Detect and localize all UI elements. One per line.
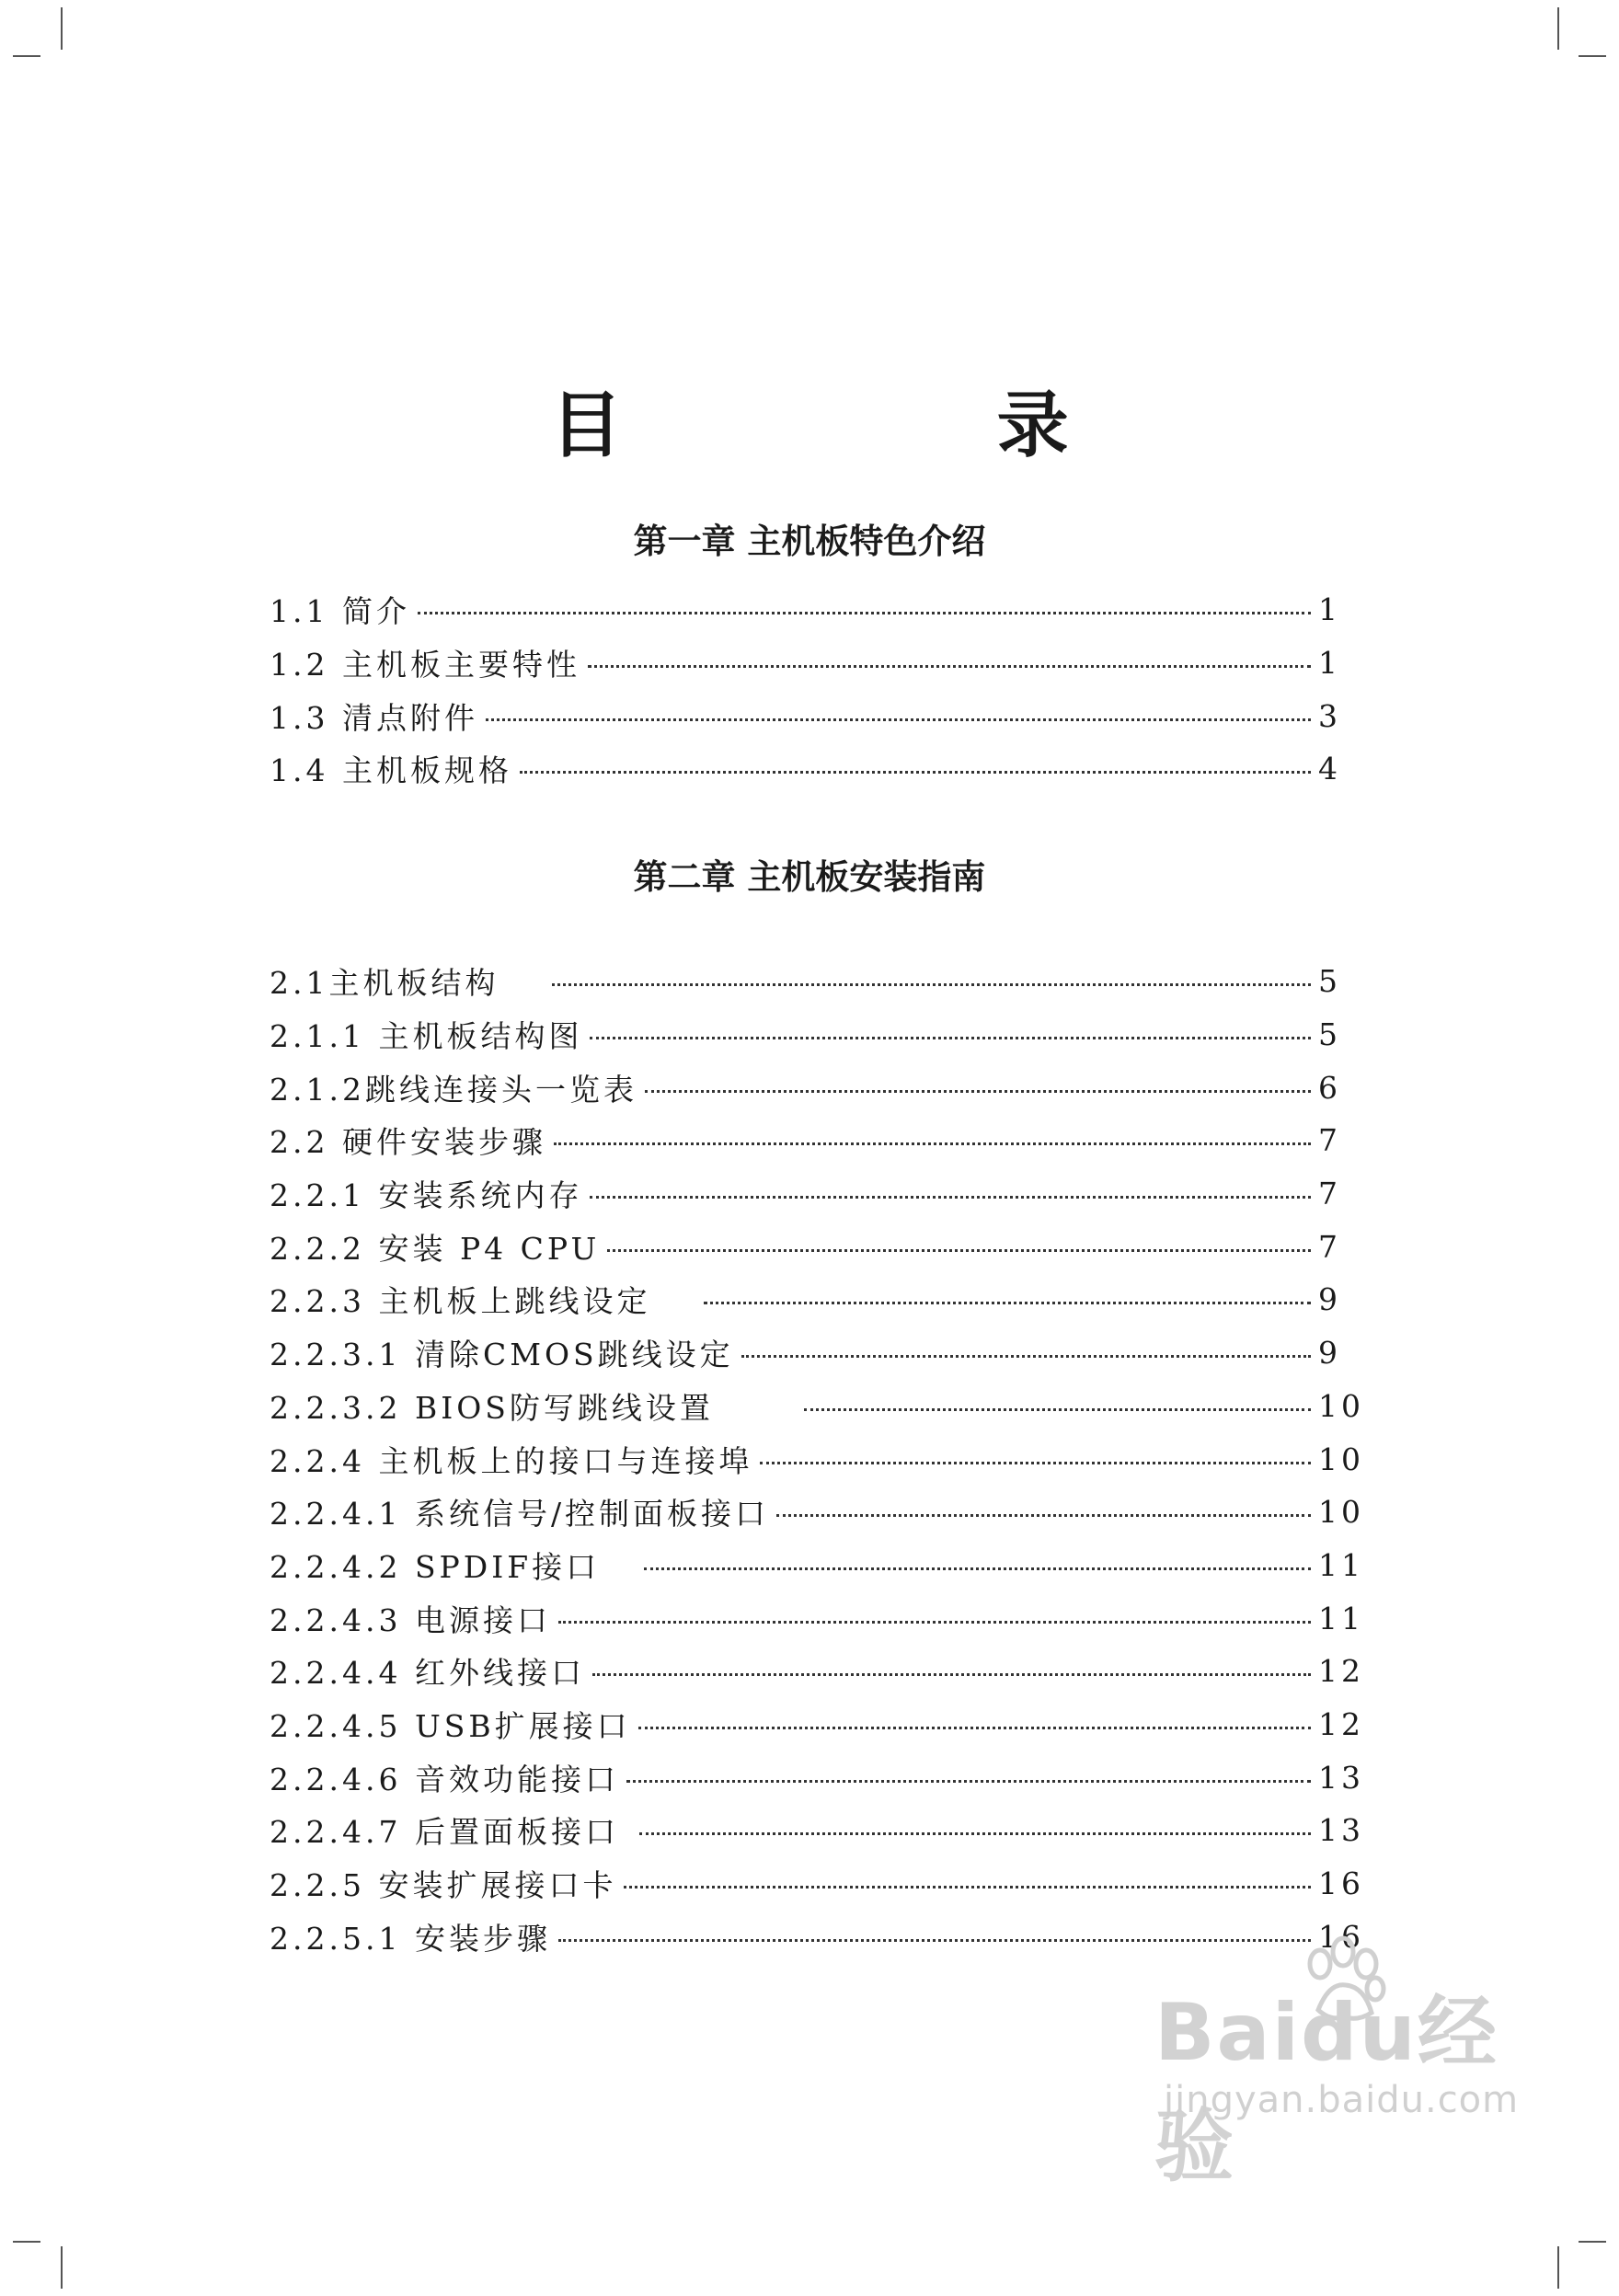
toc-leader-dots bbox=[644, 1567, 1311, 1570]
toc-leader-dots bbox=[638, 1727, 1311, 1729]
crop-mark-bottom-right-h bbox=[1579, 2241, 1606, 2243]
toc-entry-page: 6 bbox=[1318, 1069, 1341, 1106]
toc-entry-label: 2.2.4 主机板上的接口与连接埠 bbox=[270, 1442, 753, 1479]
toc-entry-label: 2.2 硬件安装步骤 bbox=[270, 1124, 546, 1161]
toc-entry-page: 3 bbox=[1318, 697, 1341, 734]
toc-entry-label: 2.2.3.1 清除CMOS跳线设定 bbox=[270, 1337, 734, 1373]
crop-mark-bottom-left bbox=[61, 2246, 63, 2289]
crop-mark-top-right-h bbox=[1579, 55, 1606, 57]
toc-entry-page: 11 bbox=[1318, 1600, 1364, 1636]
toc-entry-page: 12 bbox=[1318, 1705, 1364, 1742]
toc-entry-page: 7 bbox=[1318, 1228, 1341, 1265]
toc-entry-label: 1.4 主机板规格 bbox=[270, 752, 512, 789]
toc-entry-label: 2.2.4.4 红外线接口 bbox=[270, 1655, 585, 1692]
toc-entry[interactable] bbox=[270, 1486, 1373, 1539]
toc-entry-page: 16 bbox=[1318, 1918, 1364, 1955]
toc-leader-dots bbox=[804, 1408, 1311, 1411]
toc-entry-page: 11 bbox=[1318, 1546, 1364, 1583]
chapter-1-toc bbox=[270, 583, 1373, 796]
toc-entry[interactable] bbox=[270, 1061, 1373, 1114]
toc-entry-page: 1 bbox=[1318, 645, 1341, 682]
toc-leader-dots bbox=[558, 1621, 1311, 1624]
toc-entry-page: 13 bbox=[1318, 1812, 1364, 1849]
toc-entry-label: 2.2.4.2 SPDIF接口 bbox=[270, 1548, 601, 1585]
crop-mark-bottom-left-h bbox=[13, 2241, 40, 2243]
toc-entry-page: 10 bbox=[1318, 1494, 1364, 1531]
toc-entry-page: 7 bbox=[1318, 1176, 1341, 1212]
toc-entry-page: 5 bbox=[1318, 1016, 1341, 1053]
toc-leader-dots bbox=[760, 1462, 1311, 1464]
toc-entry[interactable] bbox=[270, 1380, 1373, 1433]
toc-entry[interactable] bbox=[270, 1751, 1373, 1804]
toc-entry[interactable] bbox=[270, 1910, 1373, 1963]
toc-entry-label: 1.2 主机板主要特性 bbox=[270, 647, 580, 683]
toc-entry[interactable] bbox=[270, 1698, 1373, 1751]
toc-entry-label: 2.1主机板结构 bbox=[270, 965, 499, 1002]
toc-leader-dots bbox=[554, 1142, 1311, 1145]
crop-mark-bottom-right bbox=[1557, 2246, 1559, 2289]
toc-entry[interactable] bbox=[270, 637, 1373, 690]
toc-entry[interactable] bbox=[270, 1804, 1373, 1857]
toc-entry[interactable] bbox=[270, 1591, 1373, 1645]
baidu-jingyan-watermark bbox=[1154, 1969, 1541, 2193]
toc-entry[interactable] bbox=[270, 1432, 1373, 1486]
toc-entry-page: 4 bbox=[1318, 751, 1341, 787]
toc-entry-label: 2.1.2跳线连接头一览表 bbox=[270, 1071, 637, 1108]
toc-leader-dots bbox=[626, 1780, 1311, 1783]
toc-entry-label: 2.2.2 安装 P4 CPU bbox=[270, 1230, 601, 1267]
toc-leader-dots bbox=[418, 612, 1311, 614]
toc-entry[interactable] bbox=[270, 583, 1373, 637]
toc-entry[interactable] bbox=[270, 742, 1373, 796]
page-title: 目 录 bbox=[550, 385, 1244, 467]
toc-entry[interactable] bbox=[270, 1220, 1373, 1273]
toc-leader-dots bbox=[704, 1302, 1311, 1304]
toc-entry-label: 2.2.3 主机板上跳线设定 bbox=[270, 1283, 651, 1320]
toc-entry-page: 1 bbox=[1318, 591, 1341, 628]
toc-entry-page: 7 bbox=[1318, 1122, 1341, 1159]
toc-leader-dots bbox=[558, 1939, 1311, 1942]
toc-entry-page: 16 bbox=[1318, 1866, 1364, 1902]
toc-leader-dots bbox=[776, 1514, 1311, 1517]
toc-leader-dots bbox=[552, 983, 1311, 986]
toc-entry-label: 1.1 简介 bbox=[270, 593, 410, 630]
toc-leader-dots bbox=[741, 1355, 1311, 1358]
toc-entry-page: 5 bbox=[1318, 963, 1341, 1000]
toc-entry[interactable] bbox=[270, 1273, 1373, 1326]
toc-leader-dots bbox=[590, 1037, 1311, 1039]
toc-entry-label: 2.2.3.2 BIOS防写跳线设置 bbox=[270, 1389, 714, 1426]
toc-leader-dots bbox=[590, 1196, 1311, 1199]
toc-entry[interactable] bbox=[270, 1326, 1373, 1380]
toc-entry[interactable] bbox=[270, 955, 1373, 1008]
toc-leader-dots bbox=[624, 1886, 1311, 1888]
toc-entry-page: 12 bbox=[1318, 1653, 1364, 1690]
chapter-1-heading: 第一章 主机板特色介绍 bbox=[633, 522, 986, 561]
crop-mark-top-left bbox=[61, 7, 63, 50]
toc-entry-label: 2.2.4.5 USB扩展接口 bbox=[270, 1707, 631, 1744]
chapter-2-toc bbox=[270, 955, 1373, 1963]
toc-entry[interactable] bbox=[270, 1114, 1373, 1167]
toc-leader-dots bbox=[588, 665, 1311, 668]
toc-entry-label: 2.2.4.7 后置面板接口 bbox=[270, 1814, 619, 1851]
toc-entry[interactable] bbox=[270, 1167, 1373, 1221]
toc-entry-label: 1.3 清点附件 bbox=[270, 699, 478, 736]
watermark-logo: Baidu经验 bbox=[1154, 1987, 1498, 2193]
toc-entry-label: 2.2.4.6 音效功能接口 bbox=[270, 1761, 619, 1797]
toc-entry-page: 10 bbox=[1318, 1441, 1364, 1477]
toc-entry-page: 13 bbox=[1318, 1759, 1364, 1796]
toc-leader-dots bbox=[592, 1673, 1311, 1676]
toc-entry[interactable] bbox=[270, 689, 1373, 742]
toc-entry[interactable] bbox=[270, 1645, 1373, 1698]
crop-mark-top-left-h bbox=[13, 55, 40, 57]
toc-entry-label: 2.2.5.1 安装步骤 bbox=[270, 1920, 551, 1957]
toc-entry-page: 10 bbox=[1318, 1387, 1364, 1424]
toc-entry-page: 9 bbox=[1318, 1335, 1341, 1372]
toc-leader-dots bbox=[639, 1832, 1311, 1835]
watermark-url: jingyan.baidu.com bbox=[1164, 2079, 1520, 2121]
crop-mark-top-right bbox=[1557, 7, 1559, 50]
toc-leader-dots bbox=[645, 1090, 1311, 1093]
toc-entry-label: 2.2.4.1 系统信号/控制面板接口 bbox=[270, 1496, 770, 1533]
toc-entry[interactable] bbox=[270, 1539, 1373, 1592]
toc-leader-dots bbox=[520, 771, 1311, 774]
chapter-2-heading: 第二章 主机板安装指南 bbox=[633, 857, 986, 897]
toc-entry-label: 2.2.5 安装扩展接口卡 bbox=[270, 1867, 617, 1904]
toc-entry[interactable] bbox=[270, 1008, 1373, 1062]
toc-entry-label: 2.1.1 主机板结构图 bbox=[270, 1018, 583, 1055]
toc-entry-label: 2.2.4.3 电源接口 bbox=[270, 1601, 551, 1638]
toc-leader-dots bbox=[607, 1249, 1311, 1252]
toc-entry-page: 9 bbox=[1318, 1281, 1341, 1318]
toc-entry-label: 2.2.1 安装系统内存 bbox=[270, 1177, 583, 1214]
toc-leader-dots bbox=[486, 718, 1311, 721]
toc-entry[interactable] bbox=[270, 1857, 1373, 1911]
